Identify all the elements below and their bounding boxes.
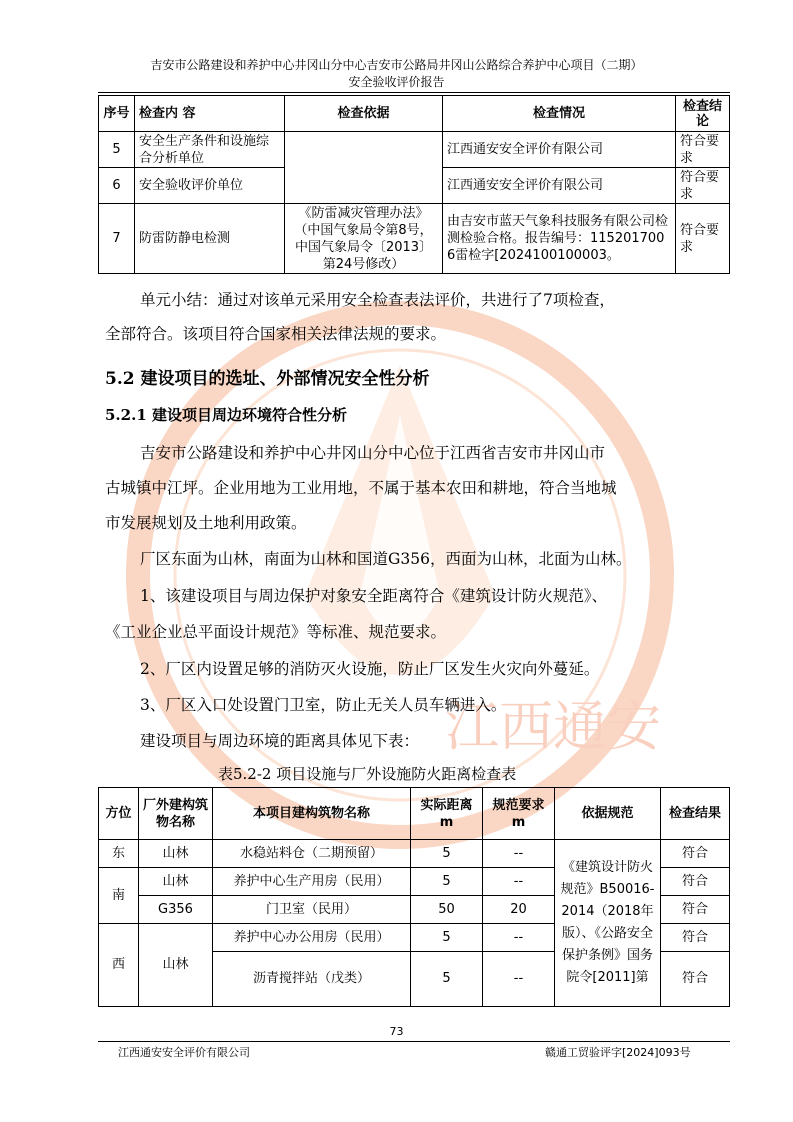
watermark-text: 江西通安 bbox=[445, 695, 661, 758]
cell-required: -- bbox=[483, 924, 555, 952]
row-result: 符合要求 bbox=[676, 204, 730, 274]
cell-actual: 50 bbox=[411, 896, 483, 924]
row-no: 5 bbox=[99, 132, 135, 168]
row-result: 符合要求 bbox=[676, 132, 730, 168]
paragraph-2: 厂区东面为山林，南面为山林和国道G356，西面为山林，北面为山林。 bbox=[140, 550, 632, 568]
col-header-actual-distance: 实际距离 m bbox=[411, 788, 483, 840]
cell-result: 符合 bbox=[661, 896, 730, 924]
distance-check-table bbox=[98, 787, 730, 1007]
row-item: 安全验收评价单位 bbox=[135, 168, 285, 204]
cell-outer: 山林 bbox=[139, 840, 213, 868]
cell-actual: 5 bbox=[411, 840, 483, 868]
cell-result: 符合 bbox=[661, 952, 730, 1007]
table-row bbox=[99, 132, 730, 168]
row-situation: 江西通安安全评价有限公司 bbox=[443, 132, 676, 168]
footer-divider bbox=[98, 1041, 730, 1042]
paragraph-6: 建设项目与周边环境的距离具体见下表： bbox=[140, 732, 420, 750]
col-header-inner-building: 本项目建构筑物名称 bbox=[213, 788, 411, 840]
cell-actual: 5 bbox=[411, 952, 483, 1007]
cell-required: -- bbox=[483, 868, 555, 896]
paragraph-3-line2: 《工业企业总平面设计规范》等标准、规范要求。 bbox=[105, 623, 447, 641]
row-basis bbox=[285, 132, 443, 204]
col-header-basis: 检查依据 bbox=[285, 96, 443, 132]
col-header-result: 检查结果 bbox=[661, 788, 730, 840]
row-item: 安全生产条件和设施综合分析单位 bbox=[135, 132, 285, 168]
cell-direction: 东 bbox=[99, 840, 139, 868]
row-no: 7 bbox=[99, 204, 135, 274]
col-header-outer-building: 厂外建构筑物名称 bbox=[139, 788, 213, 840]
cell-result: 符合 bbox=[661, 924, 730, 952]
paragraph-1-line2: 古城镇中江坪。企业用地为工业用地，不属于基本农田和耕地，符合当地城 bbox=[105, 479, 617, 497]
cell-required: 20 bbox=[483, 896, 555, 924]
row-situation: 由吉安市蓝天气象科技服务有限公司检测检验合格。报告编号：1152017006雷检字[2024100100003。 bbox=[443, 204, 676, 274]
paragraph-3-line1: 1、该建设项目与周边保护对象安全距离符合《建筑设计防火规范》、 bbox=[140, 587, 608, 605]
report-header-line1: 吉安市公路建设和养护中心井冈山分中心吉安市公路局井冈山公路综合养护中心项目（二期） bbox=[150, 58, 643, 72]
cell-direction: 西 bbox=[99, 924, 139, 1007]
col-header-basis: 依据规范 bbox=[555, 788, 661, 840]
cell-actual: 5 bbox=[411, 868, 483, 896]
col-header-required-distance: 规范要求 m bbox=[483, 788, 555, 840]
cell-outer: 山林 bbox=[139, 868, 213, 896]
cell-basis: 《建筑设计防火规范》B50016-2014（2018年版）、《公路安全保护条例》国务院令[2011]第 bbox=[555, 840, 661, 1007]
paragraph-4: 2、厂区内设置足够的消防灭火设施，防止厂区发生火灾向外蔓延。 bbox=[140, 660, 600, 678]
col-header-result: 检查结论 bbox=[676, 96, 730, 132]
cell-direction: 南 bbox=[99, 868, 139, 924]
report-header-line2: 安全验收评价报告 bbox=[348, 75, 445, 89]
section-heading-5-2-1: 5.2.1 建设项目周边环境符合性分析 bbox=[105, 406, 347, 424]
row-situation: 江西通安安全评价有限公司 bbox=[443, 168, 676, 204]
header-divider bbox=[98, 92, 730, 93]
paragraph-5: 3、厂区入口处设置门卫室，防止无关人员车辆进入。 bbox=[140, 696, 507, 714]
paragraph-1-line1: 吉安市公路建设和养护中心井冈山分中心位于江西省吉安市井冈山市 bbox=[140, 444, 606, 462]
table-row bbox=[99, 840, 730, 868]
cell-inner: 养护中心生产用房（民用） bbox=[213, 868, 411, 896]
summary-line1: 单元小结：通过对该单元采用安全检查表法评价，共进行了7项检查， bbox=[140, 291, 615, 309]
row-item: 防雷防静电检测 bbox=[135, 204, 285, 274]
summary-line2: 全部符合。该项目符合国家相关法律法规的要求。 bbox=[105, 325, 447, 343]
cell-inner: 沥青搅拌站（戊类） bbox=[213, 952, 411, 1007]
cell-actual: 5 bbox=[411, 924, 483, 952]
row-result: 符合要求 bbox=[676, 168, 730, 204]
cell-required: -- bbox=[483, 952, 555, 1007]
cell-result: 符合 bbox=[661, 868, 730, 896]
table-row bbox=[99, 204, 730, 274]
cell-outer: 山林 bbox=[139, 924, 213, 1007]
cell-inner: 门卫室（民用） bbox=[213, 896, 411, 924]
cell-inner: 养护中心办公用房（民用） bbox=[213, 924, 411, 952]
footer-company: 江西通安安全评价有限公司 bbox=[118, 1046, 250, 1059]
cell-required: -- bbox=[483, 840, 555, 868]
row-no: 6 bbox=[99, 168, 135, 204]
col-header-no: 序号 bbox=[99, 96, 135, 132]
paragraph-1-line3: 市发展规划及土地利用政策。 bbox=[105, 514, 307, 532]
check-table-1 bbox=[98, 95, 730, 274]
cell-result: 符合 bbox=[661, 840, 730, 868]
cell-inner: 水稳站料仓（二期预留） bbox=[213, 840, 411, 868]
section-heading-5-2: 5.2 建设项目的选址、外部情况安全性分析 bbox=[105, 369, 430, 389]
col-header-situation: 检查情况 bbox=[443, 96, 676, 132]
row-basis: 《防雷减灾管理办法》（中国气象局令第8号，中国气象局令〔2013〕第24号修改） bbox=[285, 204, 443, 274]
page-number: 73 bbox=[389, 1025, 404, 1038]
cell-outer: G356 bbox=[139, 896, 213, 924]
col-header-direction: 方位 bbox=[99, 788, 139, 840]
col-header-item: 检查内 容 bbox=[135, 96, 285, 132]
footer-report-code: 赣通工贸验评字[2024]093号 bbox=[545, 1046, 691, 1059]
table-caption: 表5.2-2 项目设施与厂外设施防火距离检查表 bbox=[218, 765, 517, 783]
